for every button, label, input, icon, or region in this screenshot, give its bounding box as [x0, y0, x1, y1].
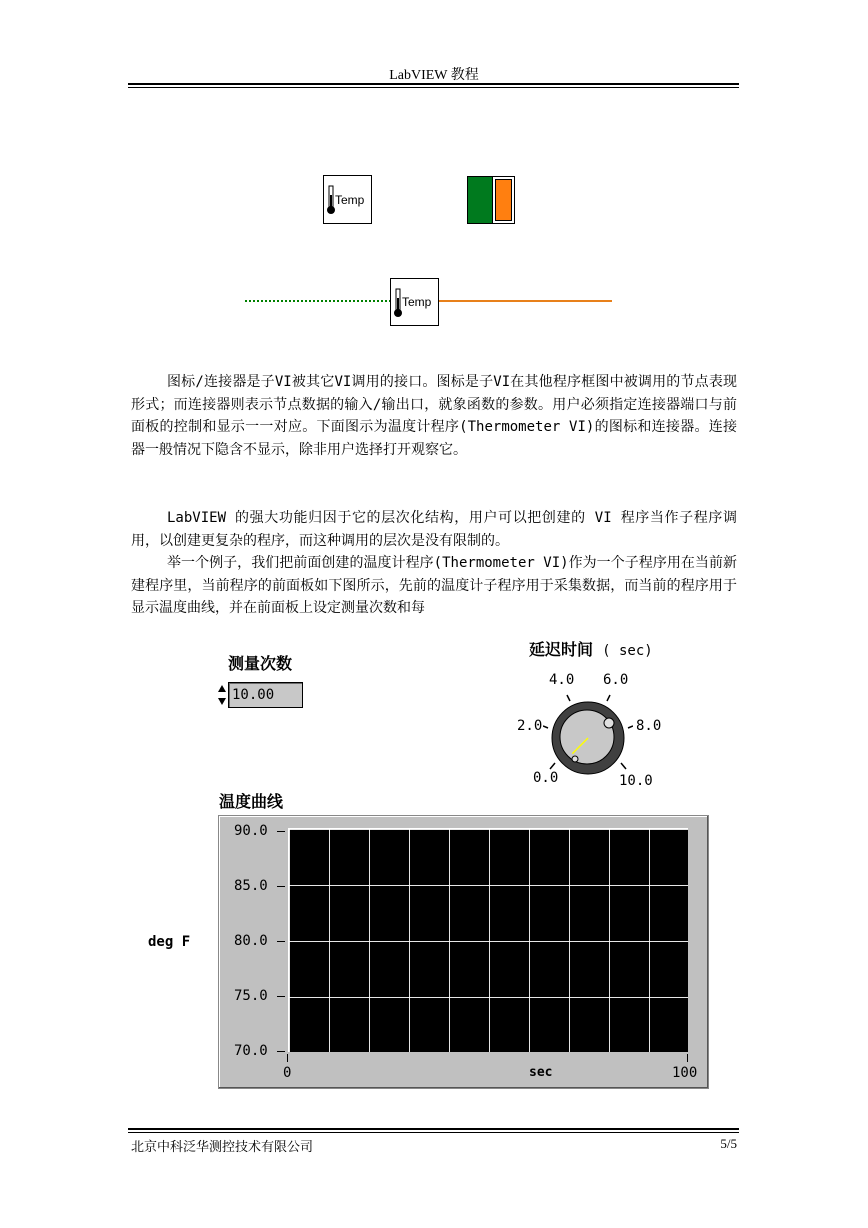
delay-unit: ( sec) — [602, 643, 653, 659]
x-tick — [687, 1054, 688, 1062]
knob-tick-label-0: 0.0 — [533, 770, 559, 786]
input-wire — [245, 300, 391, 302]
knob-tick-label-10: 10.0 — [619, 773, 653, 789]
thermometer-icon — [323, 175, 372, 224]
paragraph-hierarchy: LabVIEW 的强大功能归因于它的层次化结构，用户可以把创建的 VI 程序当作子程序调用，以创建更复杂的程序，而这种调用的层次是没有限制的。 — [131, 510, 737, 549]
increment-arrow-icon[interactable] — [216, 682, 228, 695]
paragraph-icon-connector: 图标/连接器是子VI被其它VI调用的接口。图标是子VI在其他程序框图中被调用的节点表现形式；而连接器则表示节点数据的输入/输出口，就象函数的参数。用户必须指定连接器端口与前面板的控制和显示一一对应。下面图示为温度计程序(Thermometer VI)的图标和连接器。连接器一般情况下隐含不显示，除非用户选择打开观察它。 — [131, 374, 737, 458]
x-axis-label: sec — [529, 1065, 553, 1080]
y-tick — [277, 886, 285, 887]
connector-pane — [467, 176, 515, 224]
count-input[interactable] — [228, 682, 303, 708]
y-tick — [277, 941, 285, 942]
y-tick-label: 75.0 — [234, 988, 268, 1004]
knob-tick-label-8: 8.0 — [636, 718, 662, 734]
output-wire — [439, 300, 612, 302]
node-label: Temp — [402, 295, 432, 309]
x-tick — [287, 1054, 288, 1062]
delay-knob[interactable] — [543, 693, 633, 783]
graph-plot-area — [288, 828, 688, 1052]
y-tick-label: 70.0 — [234, 1043, 268, 1059]
page-number: 5/5 — [720, 1136, 737, 1151]
icon-label: Temp — [335, 193, 365, 207]
count-value: 10.00 — [232, 687, 275, 703]
footer-company: 北京中科泛华测控技术有限公司 — [131, 1140, 314, 1155]
header-rule-top — [128, 83, 739, 85]
header-rule-bottom — [128, 87, 739, 88]
connector-terminal-output — [495, 179, 512, 221]
count-label: 测量次数 — [228, 654, 293, 673]
footer-rule-top — [128, 1128, 739, 1130]
y-tick — [277, 996, 285, 997]
header-title: LabVIEW 教程 — [389, 68, 479, 83]
connector-terminal-input — [468, 177, 493, 223]
delay-label-group — [529, 637, 653, 660]
x-tick-label-end: 100 — [672, 1065, 698, 1081]
y-tick — [277, 831, 285, 832]
knob-tick-label-2: 2.0 — [517, 718, 543, 734]
y-tick-label: 80.0 — [234, 933, 268, 949]
knob-tick-label-4: 4.0 — [549, 672, 575, 688]
y-tick-label: 90.0 — [234, 823, 268, 839]
y-axis-label: deg F — [148, 934, 191, 950]
subvi-node — [390, 278, 439, 326]
knob-tick-label-6: 6.0 — [603, 672, 629, 688]
count-stepper[interactable] — [216, 682, 228, 708]
y-tick-label: 85.0 — [234, 878, 268, 894]
graph-title: 温度曲线 — [219, 792, 284, 811]
delay-label: 延迟时间 — [529, 640, 594, 659]
footer-rule-bottom — [128, 1132, 739, 1133]
decrement-arrow-icon[interactable] — [216, 695, 228, 708]
paragraph-example: 举一个例子，我们把前面创建的温度计程序(Thermometer VI)作为一个子程序用在当前新建程序里，当前程序的前面板如下图所示，先前的温度计子程序用于采集数据，而当前的程序用于显示温度曲线，并在前面板上设定测量次数和每 — [131, 555, 737, 616]
x-tick-label-start: 0 — [283, 1065, 292, 1081]
y-tick — [277, 1051, 285, 1052]
